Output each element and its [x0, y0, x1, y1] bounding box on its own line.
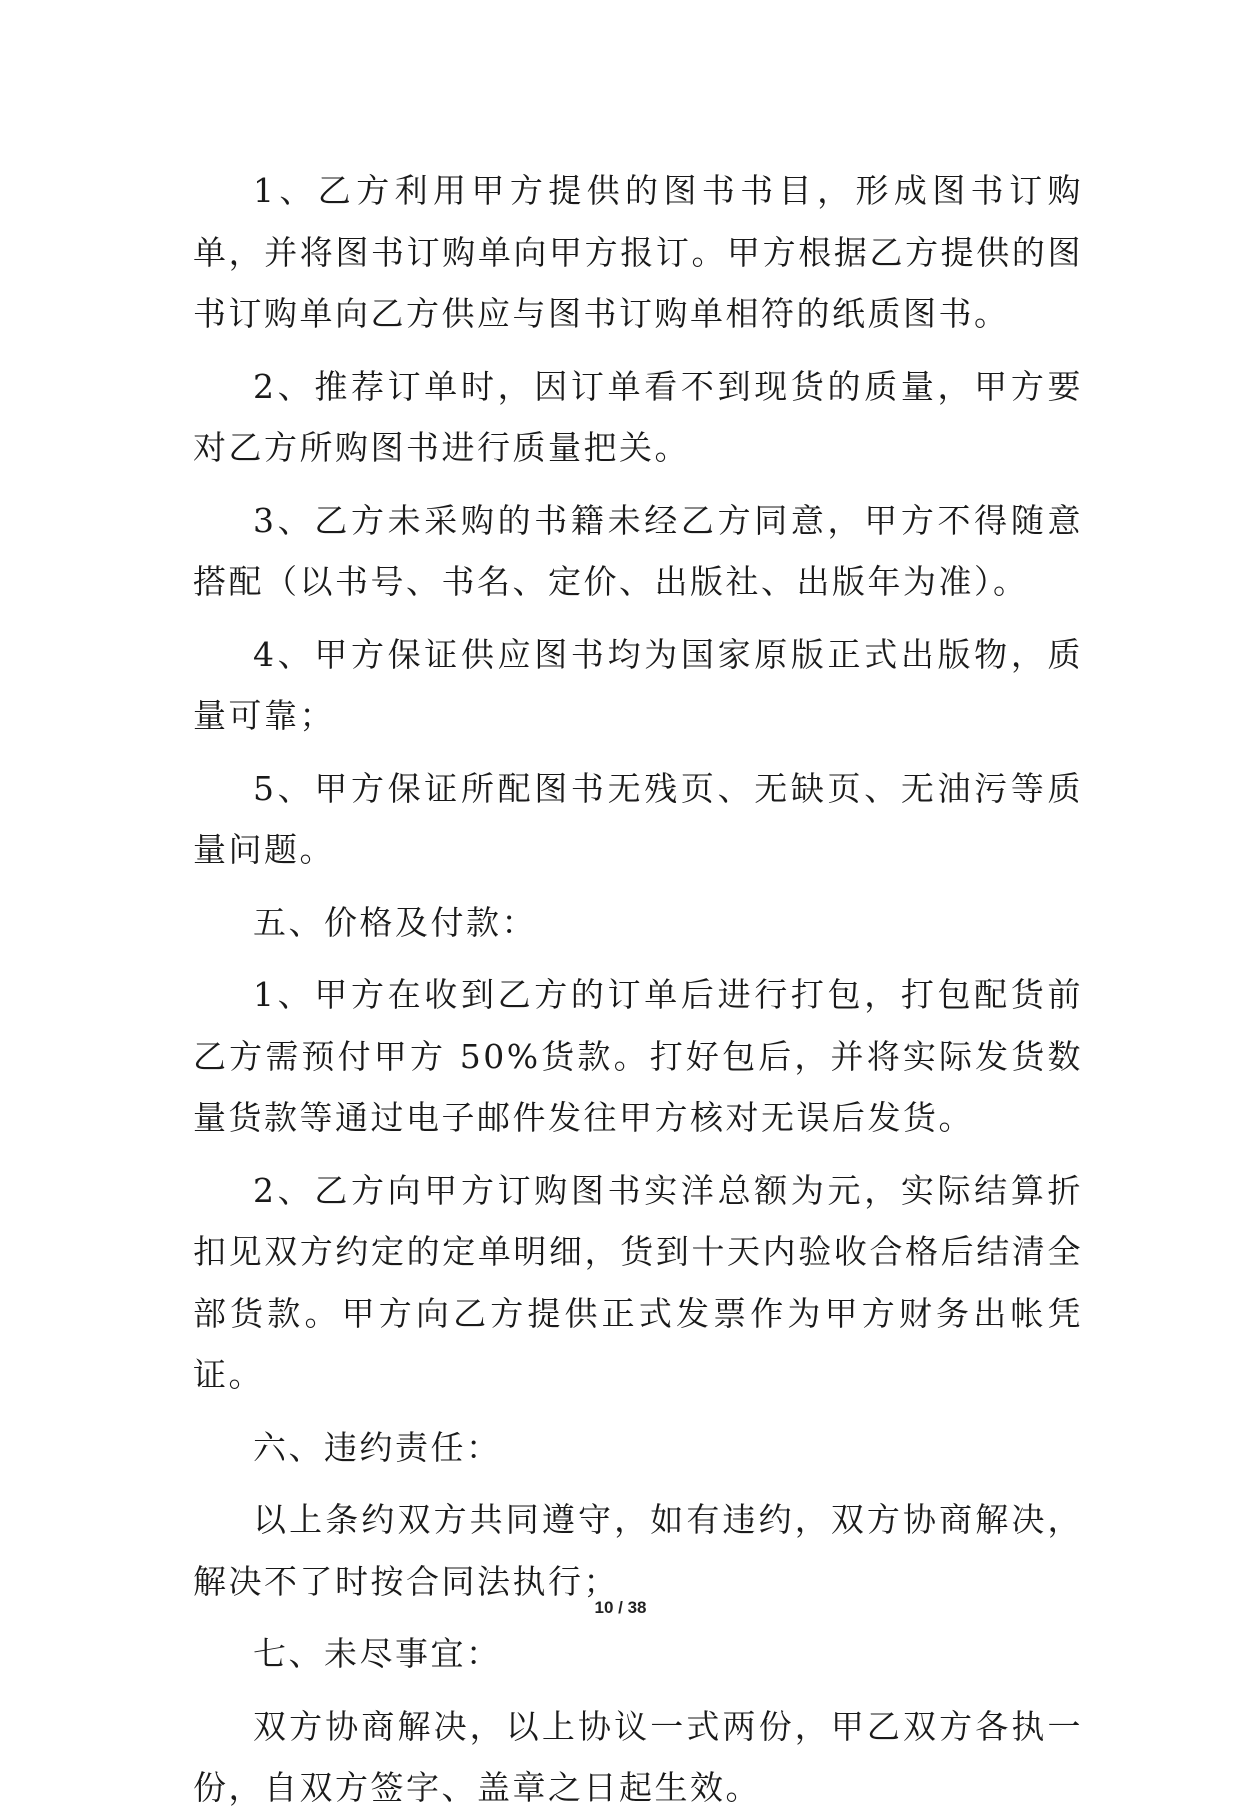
paragraph-clause-6: 以上条约双方共同遵守，如有违约，双方协商解决，解决不了时按合同法执行；	[193, 1500, 1083, 1601]
paragraph-clause-4-3: 3、乙方未采购的书籍未经乙方同意，甲方不得随意搭配（以书号、书名、定价、出版社、出版年为准）。	[193, 500, 1083, 601]
page-number: 10 / 38	[594, 1598, 647, 1617]
document-body	[193, 160, 1083, 1819]
paragraph-clause-4-1: 1、乙方利用甲方提供的图书书目，形成图书订购单，并将图书订购单向甲方报订。甲方根据乙方提供的图书订购单向乙方供应与图书订购单相符的纸质图书。	[193, 171, 1083, 333]
paragraph-clause-7: 双方协商解决，以上协议一式两份，甲乙双方各执一份，自双方签字、盖章之日起生效。	[193, 1706, 1083, 1807]
paragraph-clause-4-4: 4、甲方保证供应图书均为国家原版正式出版物，质量可靠；	[193, 634, 1083, 735]
paragraph-clause-4-2: 2、推荐订单时，因订单看不到现货的质量，甲方要对乙方所购图书进行质量把关。	[193, 366, 1083, 467]
paragraph-clause-5-2: 2、乙方向甲方订购图书实洋总额为元，实际结算折扣见双方约定的定单明细，货到十天内验收合格后结清全部货款。甲方向乙方提供正式发票作为甲方财务出帐凭证。	[193, 1170, 1083, 1394]
section-heading-other-matters: 七、未尽事宜：	[253, 1634, 502, 1673]
paragraph-clause-5-1: 1、甲方在收到乙方的订单后进行打包，打包配货前乙方需预付甲方 50%货款。打好包后，并将实际发货数量货款等通过电子邮件发往甲方核对无误后发货。	[193, 975, 1083, 1137]
paragraph-clause-4-5: 5、甲方保证所配图书无残页、无缺页、无油污等质量问题。	[193, 768, 1083, 869]
section-heading-breach-liability: 六、违约责任：	[253, 1427, 502, 1467]
section-heading-price-payment: 五、价格及付款：	[253, 902, 537, 942]
